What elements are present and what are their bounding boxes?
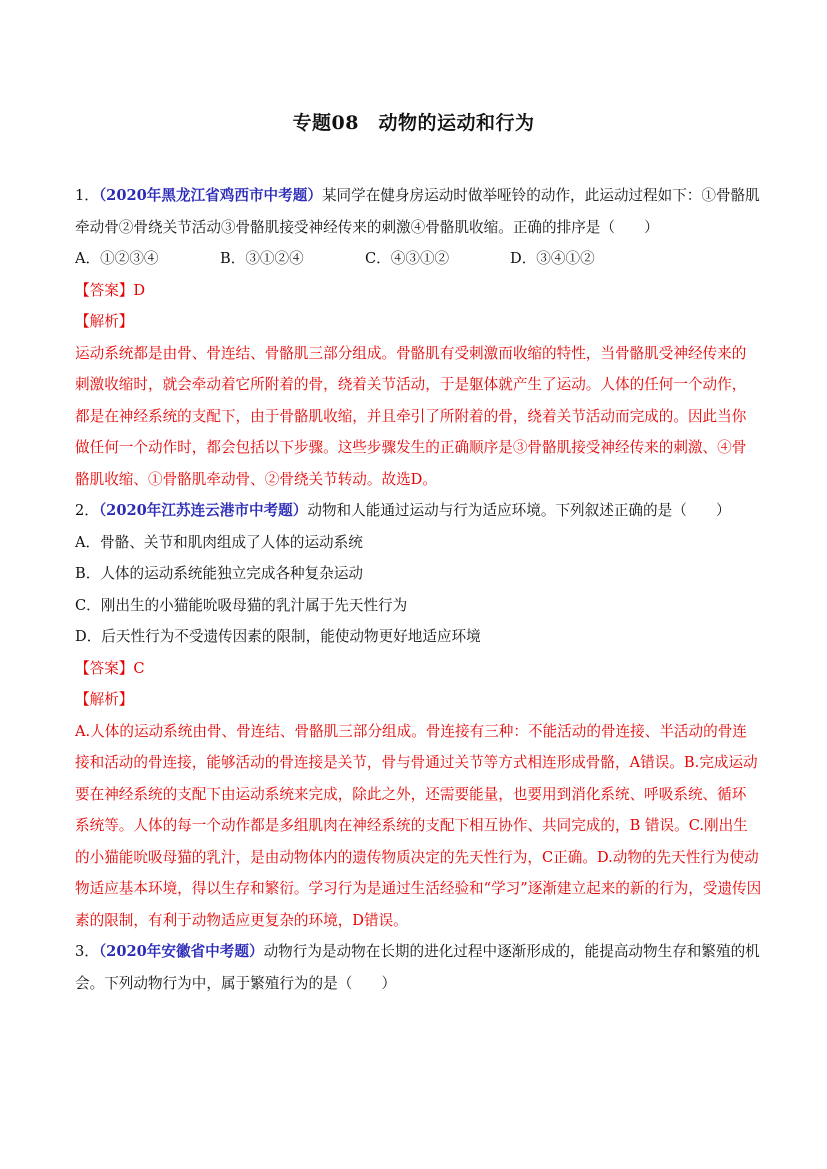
question-2-analysis-line: 接和活动的骨连接，能够活动的骨连接是关节，骨与骨通过关节等方式相连形成骨骼，A错误。B.完成运动 <box>75 754 758 771</box>
question-3-stem-line-1 <box>75 936 760 968</box>
question-2-option-c: C．刚出生的小猫能吮吸母猫的乳汁属于先天性行为 <box>75 596 408 614</box>
question-2-option-d: D．后天性行为不受遗传因素的限制，能使动物更好地适应环境 <box>75 628 481 645</box>
question-2-source: （2020年江苏连云港市中考题） <box>98 502 308 519</box>
question-2-analysis-line: A.人体的运动系统由骨、骨连结、骨骼肌三部分组成。骨连接有三种：不能活动的骨连接、半活动的骨连 <box>75 722 747 740</box>
question-2-analysis-line: 要在神经系统的支配下由运动系统来完成，除此之外，还需要能量，也要用到消化系统、呼吸系统、循环 <box>75 785 747 803</box>
question-1-stem-text: 某同学在健身房运动时做举哑铃的动作，此运动过程如下：①骨骼肌 <box>321 187 760 204</box>
question-1-analysis-line: 运动系统都是由骨、骨连结、骨骼肌三部分组成。骨骼肌有受刺激而收缩的特性，当骨骼肌受神经传来的 <box>75 344 747 362</box>
question-2-analysis-label: 【解析】 <box>75 691 134 708</box>
question-2-option-a: A．骨骼、关节和肌肉组成了人体的运动系统 <box>75 533 363 551</box>
question-2-number: 2． <box>75 502 99 519</box>
question-1-stem-line-2: 牵动骨②骨绕关节活动③骨骼肌接受神经传来的刺激④骨骼肌收缩。正确的排序是（ ） <box>75 218 659 236</box>
question-2-analysis-line: 的小猫能吮吸母猫的乳汁，是由动物体内的遗传物质决定的先天性行为，C正确。D.动物的先天性行为使动 <box>75 848 759 866</box>
question-1-analysis-label: 【解析】 <box>75 313 134 330</box>
page-title: 专题08 动物的运动和行为 <box>292 112 535 134</box>
question-1-option-c: C．④③①② <box>365 250 450 267</box>
document-body <box>75 180 762 999</box>
question-2-stem-text: 动物和人能通过运动与行为适应环境。下列叙述正确的是（ ） <box>307 502 731 519</box>
question-1-stem-line-1 <box>75 180 760 212</box>
question-2-analysis-line: 系统等。人体的每一个动作都是多组肌肉在神经系统的支配下相互协作、共同完成的，B 错误。C.刚出生 <box>75 817 748 834</box>
question-3-source: （2020年安徽省中考题） <box>98 943 264 960</box>
question-1-analysis-line: 都是在神经系统的支配下，由于骨骼肌收缩，并且牵引了所附着的骨，绕着关节活动而完成的。因此当你 <box>75 407 747 425</box>
question-1-option-a: A．①②③④ <box>75 250 159 267</box>
question-1-number: 1． <box>75 187 99 204</box>
question-1-option-d: D．③④①② <box>510 250 595 267</box>
question-3-stem-text: 动物行为是动物在长期的进化过程中逐渐形成的，能提高动物生存和繁殖的机 <box>263 943 760 960</box>
question-2-answer: 【答案】C <box>75 659 145 677</box>
question-3-stem-line-2: 会。下列动物行为中，属于繁殖行为的是（ ） <box>75 974 397 992</box>
question-1-analysis-line: 骼肌收缩、①骨骼肌牵动骨、②骨绕关节转动。故选D。 <box>75 470 437 488</box>
question-1-options <box>75 243 755 275</box>
question-1-source: （2020年黑龙江省鸡西市中考题） <box>98 187 322 204</box>
question-2-analysis-line: 素的限制，有利于动物适应更复杂的环境，D错误。 <box>75 911 408 929</box>
question-1-analysis-line: 做任何一个动作时，都会包括以下步骤。这些步骤发生的正确顺序是③骨骼肌接受神经传来的刺激、④骨 <box>75 439 747 456</box>
question-2-analysis-line: 物适应基本环境，得以生存和繁衍。学习行为是通过生活经验和“学习”逐渐建立起来的新的行为，受遗传因 <box>75 880 762 897</box>
question-1-option-b: B．③①②④ <box>220 250 304 267</box>
question-2-option-b: B．人体的运动系统能独立完成各种复杂运动 <box>75 565 364 582</box>
question-2-stem <box>75 495 755 527</box>
question-1-analysis-line: 刺激收缩时，就会牵动着它所附着的骨，绕着关节活动，于是躯体就产生了运动。人体的任何一个动作， <box>75 376 747 393</box>
question-1-answer: 【答案】D <box>75 281 146 299</box>
question-3-number: 3． <box>75 943 99 960</box>
